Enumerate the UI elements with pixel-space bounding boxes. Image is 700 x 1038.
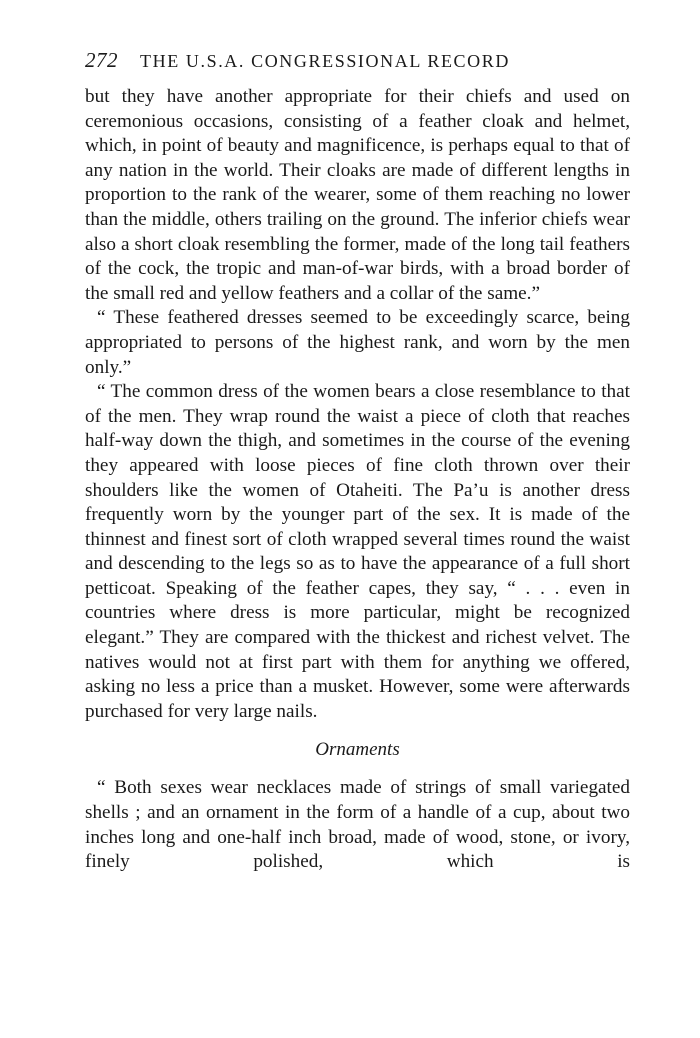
- paragraph-womens-dress: “ The common dress of the women bears a close resemblance to that of the men. They wrap round the waist a piece of cloth that reaches half-way down the thigh, and sometimes in the course of the evening they appeared with loose pieces of fine cloth thrown over their shoulders like the women of Otaheiti. The Pa’u is another dress frequently worn by the younger part of the sex. It is made of the thinnest and finest sort of cloth wrapped several times round the waist and descending to the legs so as to have the appearance of a full short petticoat. Speaking of the feather capes, they say, “ . . . even in countries where dress is more particular, might be recognized elegant.” They are compared with the thickest and richest velvet. The natives would not at first part with them for anything we offered, asking no less a price than a musket. However, some were afterwards purchased for very large nails.: [85, 381, 630, 722]
- body-text: [85, 85, 630, 875]
- paragraph-continuation: but they have another appropriate for their chiefs and used on ceremonious occasions, consisting of a feather cloak and helmet, which, in point of beauty and magnificence, is perhaps equal to that of any nation in the world. Their cloaks are made of different lengths in proportion to the rank of the wearer, some of them reaching no lower than the middle, others trailing on the ground. The inferior chiefs wear also a short cloak resembling the former, made of the long tail feathers of the cock, the tropic and man-of-war birds, with a broad border of the small red and yellow feathers and a collar of the same.”: [85, 86, 630, 304]
- paragraph-feathered-dresses: “ These feathered dresses seemed to be exceedingly scarce, being appropriated to persons of the highest rank, and worn by the men only.”: [85, 307, 630, 378]
- running-head: [85, 48, 630, 73]
- running-title: THE U.S.A. CONGRESSIONAL RECORD: [140, 51, 510, 71]
- book-page: [85, 48, 630, 875]
- page-number: 272: [85, 48, 118, 72]
- paragraph-necklaces: “ Both sexes wear necklaces made of strings of small variegated shells ; and an ornament in the form of a handle of a cup, about two inches long and one-half inch broad, made of wood, stone, or ivory, finely polished, which is: [85, 777, 630, 873]
- section-heading-ornaments: Ornaments: [315, 739, 400, 761]
